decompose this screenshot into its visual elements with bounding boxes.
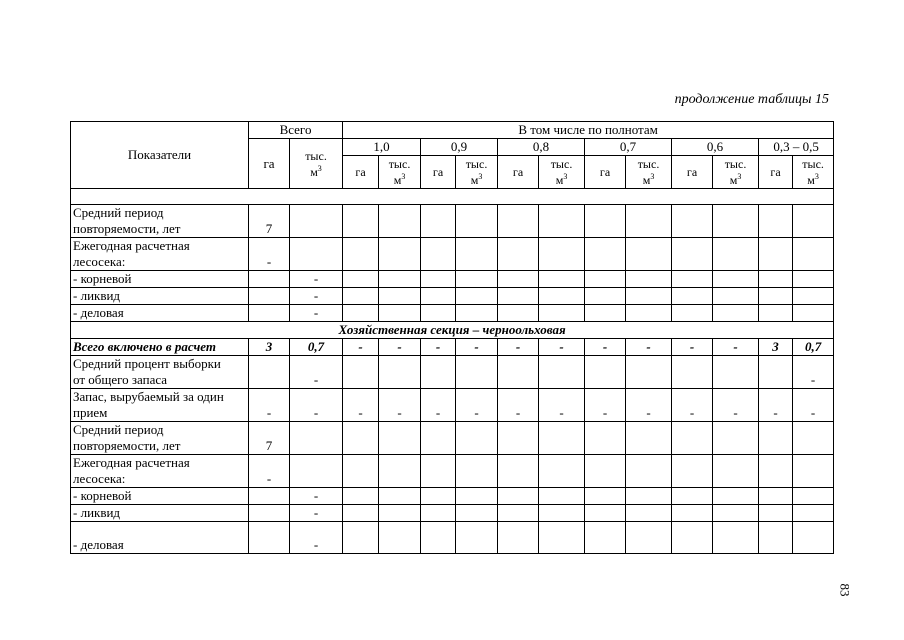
- table-cell: [672, 238, 713, 271]
- volume-header: тыс. $м^3$: [456, 156, 498, 189]
- table-row: [71, 271, 834, 288]
- table-cell: [421, 271, 456, 288]
- table-cell: [713, 505, 759, 522]
- table-cell: [626, 505, 672, 522]
- table-cell: [421, 505, 456, 522]
- table-cell: [585, 271, 626, 288]
- table-cell: [626, 305, 672, 322]
- table-cell: [249, 505, 290, 522]
- table-cell: [713, 455, 759, 488]
- table-cell: -: [539, 389, 585, 422]
- table-cell: [713, 305, 759, 322]
- table-cell: [249, 522, 290, 554]
- table-cell: [585, 488, 626, 505]
- table-cell: [290, 422, 343, 455]
- table-cell: [421, 455, 456, 488]
- table-cell: -: [343, 339, 379, 356]
- table-cell: -: [290, 356, 343, 389]
- table-cell: 0,7: [290, 339, 343, 356]
- table-cell: [793, 305, 834, 322]
- table-cell: -: [249, 455, 290, 488]
- table-cell: [793, 455, 834, 488]
- table-cell: [539, 488, 585, 505]
- table-cell: [456, 522, 498, 554]
- table-cell: [759, 488, 793, 505]
- table-cell: [626, 205, 672, 238]
- table-cell: [539, 288, 585, 305]
- table-cell: [456, 505, 498, 522]
- table-row: [71, 488, 834, 505]
- row-label: - корневой: [71, 488, 249, 505]
- table-cell: -: [672, 389, 713, 422]
- table-cell: -: [713, 389, 759, 422]
- row-label: Запас, вырубаемый за один прием: [71, 389, 249, 422]
- table-row: [71, 238, 834, 271]
- table-cell: [759, 422, 793, 455]
- table-cell: 3: [249, 339, 290, 356]
- table-cell: 7: [249, 205, 290, 238]
- table-cell: [672, 288, 713, 305]
- table-cell: [585, 238, 626, 271]
- table-cell: [672, 205, 713, 238]
- table-cell: [421, 238, 456, 271]
- table-cell: -: [498, 389, 539, 422]
- table-cell: [379, 271, 421, 288]
- table-cell: [585, 422, 626, 455]
- table-cell: [456, 271, 498, 288]
- indicators-header: Показатели: [71, 122, 249, 189]
- table-cell: [626, 455, 672, 488]
- table-cell: [343, 305, 379, 322]
- table-row: [71, 288, 834, 305]
- table-cell: -: [713, 339, 759, 356]
- table-cell: [626, 288, 672, 305]
- table-cell: [585, 522, 626, 554]
- table-cell: [759, 205, 793, 238]
- table-cell: [379, 288, 421, 305]
- table-cell: [498, 356, 539, 389]
- table-cell: -: [290, 505, 343, 522]
- table-cell: [672, 305, 713, 322]
- table-cell: [343, 488, 379, 505]
- table-cell: [456, 205, 498, 238]
- table-cell: -: [290, 522, 343, 554]
- table-cell: [421, 488, 456, 505]
- table-cell: [585, 455, 626, 488]
- table-cell: [456, 422, 498, 455]
- table-cell: [498, 505, 539, 522]
- table-cell: [379, 305, 421, 322]
- ha-header: га: [421, 156, 456, 189]
- table-cell: -: [793, 389, 834, 422]
- table-cell: [343, 455, 379, 488]
- header-row-1: [71, 122, 834, 139]
- table-cell: [759, 455, 793, 488]
- table-continuation-caption: продолжение таблицы 15: [674, 92, 829, 107]
- table-row: [71, 422, 834, 455]
- table-cell: [626, 522, 672, 554]
- table-cell: -: [290, 488, 343, 505]
- table-cell: -: [290, 305, 343, 322]
- table-cell: [713, 238, 759, 271]
- table-cell: -: [290, 288, 343, 305]
- table-cell: [498, 288, 539, 305]
- table-cell: [498, 455, 539, 488]
- table-cell: [539, 305, 585, 322]
- table-cell: [290, 205, 343, 238]
- table-cell: -: [456, 339, 498, 356]
- table-cell: [290, 238, 343, 271]
- table-cell: [672, 505, 713, 522]
- row-label: - деловая: [71, 522, 249, 554]
- table-cell: [498, 238, 539, 271]
- table-cell: [713, 288, 759, 305]
- table-cell: [539, 238, 585, 271]
- table-cell: [456, 488, 498, 505]
- table-cell: [759, 522, 793, 554]
- table-cell: [585, 505, 626, 522]
- density-header: 0,3 – 0,5: [759, 139, 834, 156]
- row-label: Ежегодная расчетная лесосека:: [71, 238, 249, 271]
- table-cell: [456, 305, 498, 322]
- table-cell: [793, 488, 834, 505]
- table-cell: [421, 305, 456, 322]
- forest-cutting-table: [70, 121, 834, 554]
- total-ha-header: га: [249, 139, 290, 189]
- table-cell: [379, 455, 421, 488]
- table-cell: [343, 288, 379, 305]
- table-cell: [343, 505, 379, 522]
- table-cell: [498, 205, 539, 238]
- table-row: [71, 305, 834, 322]
- volume-header: тыс. $м^3$: [713, 156, 759, 189]
- table-cell: [713, 422, 759, 455]
- table-cell: [421, 205, 456, 238]
- ha-header: га: [343, 156, 379, 189]
- table-cell: [759, 288, 793, 305]
- table-cell: [539, 505, 585, 522]
- table-cell: [585, 288, 626, 305]
- table-cell: [626, 422, 672, 455]
- table-cell: [626, 488, 672, 505]
- density-header: 0,8: [498, 139, 585, 156]
- table-cell: [498, 305, 539, 322]
- row-label: - ликвид: [71, 505, 249, 522]
- table-cell: [626, 356, 672, 389]
- table-cell: -: [759, 389, 793, 422]
- table-cell: -: [793, 356, 834, 389]
- table-cell: [539, 522, 585, 554]
- table-cell: [585, 305, 626, 322]
- table-cell: -: [626, 339, 672, 356]
- including-header: В том числе по полнотам: [343, 122, 834, 139]
- table-cell: 3: [759, 339, 793, 356]
- table-cell: [421, 288, 456, 305]
- table-cell: [379, 238, 421, 271]
- row-label: - корневой: [71, 271, 249, 288]
- table-cell: [343, 271, 379, 288]
- table-cell: [759, 505, 793, 522]
- table-cell: [626, 271, 672, 288]
- table-row: [71, 205, 834, 238]
- table-cell: [456, 356, 498, 389]
- total-volume-header: тыс. $м^3$: [290, 139, 343, 189]
- table-cell: -: [421, 389, 456, 422]
- table-cell: [793, 522, 834, 554]
- row-label: - ликвид: [71, 288, 249, 305]
- table-cell: [343, 422, 379, 455]
- table-cell: [456, 455, 498, 488]
- section-title: Хозяйственная секция – черноольховая: [71, 322, 834, 339]
- table-row: [71, 339, 834, 356]
- row-label: Средний процент выборки от общего запаса: [71, 356, 249, 389]
- table-cell: [713, 488, 759, 505]
- row-label: Всего включено в расчет: [71, 339, 249, 356]
- density-header: 1,0: [343, 139, 421, 156]
- volume-header: тыс. $м^3$: [626, 156, 672, 189]
- table-cell: -: [290, 389, 343, 422]
- table-cell: [379, 205, 421, 238]
- density-header: 0,7: [585, 139, 672, 156]
- table-cell: [672, 488, 713, 505]
- table-cell: [249, 288, 290, 305]
- table-cell: [672, 422, 713, 455]
- table-cell: [421, 522, 456, 554]
- ha-header: га: [585, 156, 626, 189]
- table-cell: [626, 238, 672, 271]
- table-cell: 7: [249, 422, 290, 455]
- table-cell: [759, 356, 793, 389]
- table-cell: [343, 356, 379, 389]
- table-row: [71, 356, 834, 389]
- table-row: [71, 455, 834, 488]
- table-cell: [421, 356, 456, 389]
- table-cell: [456, 288, 498, 305]
- table-cell: [713, 522, 759, 554]
- table-row: [71, 389, 834, 422]
- table-cell: [249, 356, 290, 389]
- table-cell: [249, 488, 290, 505]
- table-cell: [672, 356, 713, 389]
- table-cell: [539, 455, 585, 488]
- table-cell: [585, 205, 626, 238]
- table-cell: [379, 422, 421, 455]
- density-header: 0,6: [672, 139, 759, 156]
- row-label: Средний период повторяемости, лет: [71, 205, 249, 238]
- table-cell: [456, 238, 498, 271]
- table-cell: 0,7: [793, 339, 834, 356]
- table-cell: [498, 488, 539, 505]
- table-cell: [759, 271, 793, 288]
- table-cell: [759, 238, 793, 271]
- table-cell: [539, 422, 585, 455]
- table-cell: [379, 505, 421, 522]
- table-cell: -: [498, 339, 539, 356]
- row-label: Ежегодная расчетная лесосека:: [71, 455, 249, 488]
- table-cell: [793, 205, 834, 238]
- table-cell: [793, 288, 834, 305]
- table-cell: [498, 422, 539, 455]
- page-number: 83: [837, 583, 853, 597]
- table-cell: [421, 422, 456, 455]
- table-cell: [793, 422, 834, 455]
- table-cell: [793, 238, 834, 271]
- table-cell: [713, 356, 759, 389]
- table-cell: [759, 305, 793, 322]
- table-cell: [249, 271, 290, 288]
- table-cell: [793, 271, 834, 288]
- table-cell: -: [379, 389, 421, 422]
- table-cell: [539, 205, 585, 238]
- table-cell: -: [672, 339, 713, 356]
- table-cell: -: [456, 389, 498, 422]
- ha-header: га: [672, 156, 713, 189]
- table-cell: [585, 356, 626, 389]
- table-cell: -: [539, 339, 585, 356]
- volume-header: тыс. $м^3$: [793, 156, 834, 189]
- table-cell: -: [585, 339, 626, 356]
- table-cell: [498, 271, 539, 288]
- table-cell: [379, 356, 421, 389]
- table-cell: -: [290, 271, 343, 288]
- table-cell: -: [585, 389, 626, 422]
- table-cell: [343, 205, 379, 238]
- ha-header: га: [759, 156, 793, 189]
- table-cell: [672, 455, 713, 488]
- table-cell: [713, 205, 759, 238]
- table-cell: [539, 271, 585, 288]
- volume-header: тыс. $м^3$: [379, 156, 421, 189]
- row-label: Средний период повторяемости, лет: [71, 422, 249, 455]
- table-cell: -: [421, 339, 456, 356]
- table-cell: [343, 522, 379, 554]
- table-cell: [672, 271, 713, 288]
- density-header: 0,9: [421, 139, 498, 156]
- table-cell: [539, 356, 585, 389]
- table-cell: -: [249, 389, 290, 422]
- table-cell: [498, 522, 539, 554]
- volume-header: тыс. $м^3$: [539, 156, 585, 189]
- row-label: - деловая: [71, 305, 249, 322]
- table-row: [71, 505, 834, 522]
- total-header: Всего: [249, 122, 343, 139]
- ha-header: га: [498, 156, 539, 189]
- table-cell: [249, 305, 290, 322]
- section-row: [71, 322, 834, 339]
- table-cell: [793, 505, 834, 522]
- table-cell: -: [626, 389, 672, 422]
- table-cell: [379, 488, 421, 505]
- table-cell: [343, 238, 379, 271]
- table-row: [71, 522, 834, 554]
- table-cell: [713, 271, 759, 288]
- table-cell: -: [249, 238, 290, 271]
- blank-row: [71, 189, 834, 205]
- table-cell: [290, 455, 343, 488]
- table-cell: -: [343, 389, 379, 422]
- table-cell: [379, 522, 421, 554]
- table-cell: [672, 522, 713, 554]
- table-cell: -: [379, 339, 421, 356]
